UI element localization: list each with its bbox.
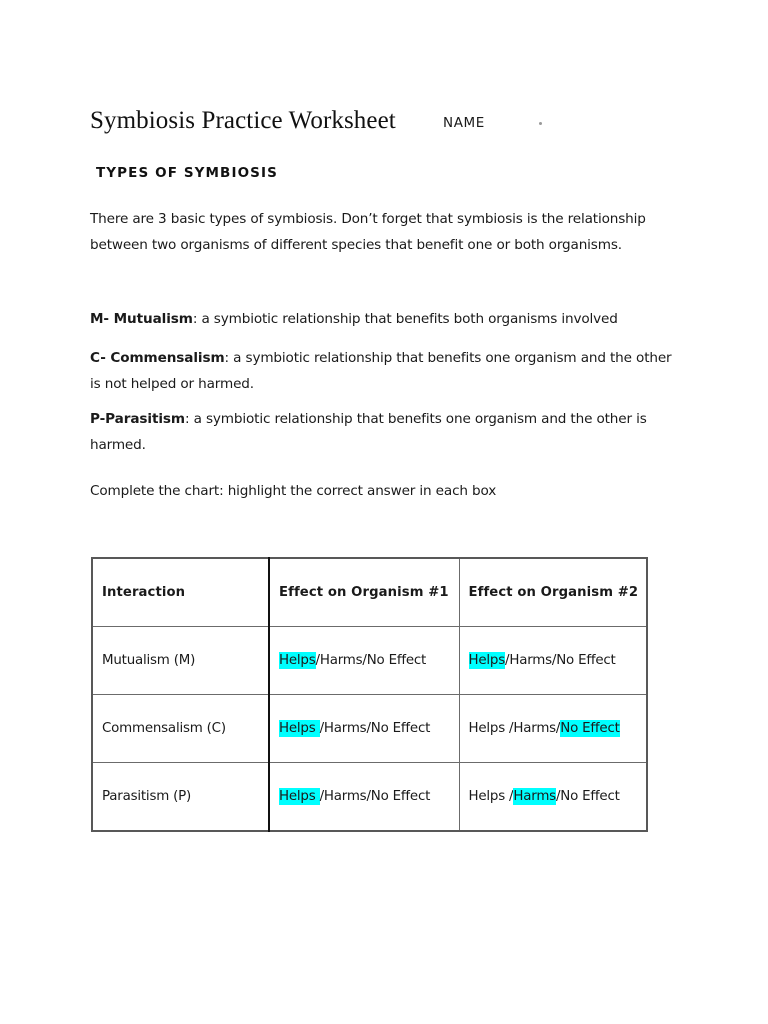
table-header-organism1: Effect on Organism #1 — [269, 558, 459, 627]
stray-mark-icon — [539, 122, 542, 125]
table-header-organism2: Effect on Organism #2 — [459, 558, 647, 627]
highlighted-answer[interactable]: Helps — [279, 653, 316, 668]
cell-organism2-commensalism[interactable] — [459, 695, 647, 763]
answer-pre-text: Helps / — [468, 788, 514, 804]
definition-mutualism — [90, 306, 670, 332]
cell-organism1-commensalism[interactable] — [269, 695, 459, 763]
definition-text-mutualism: a symbiotic relationship that benefits both organisms involved — [201, 311, 618, 327]
table-row — [92, 763, 647, 831]
symbiosis-chart-table — [91, 557, 648, 832]
definition-separator-parasitism: : — [184, 411, 194, 427]
table-row — [92, 627, 647, 695]
answer-post-text: /Harms/No Effect — [315, 653, 427, 668]
document-header — [90, 105, 690, 139]
definition-term-commensalism: C- Commensalism — [90, 350, 225, 366]
highlighted-answer[interactable]: Helps — [279, 721, 320, 736]
answer-pre-text: Helps /Harms/ — [468, 721, 561, 736]
section-heading-types-of-symbiosis: TYPES OF SYMBIOSIS — [96, 165, 278, 181]
definition-parasitism — [90, 406, 690, 458]
cell-organism2-mutualism[interactable] — [459, 627, 647, 695]
intro-paragraph: There are 3 basic types of symbiosis. Don’t forget that symbiosis is the relationship between two organisms of different species that benefit one or both organisms. — [90, 211, 646, 253]
page-title: Symbiosis Practice Worksheet — [90, 107, 396, 134]
table-header-interaction: Interaction — [92, 558, 269, 627]
answer-post-text: /Harms/No Effect — [319, 721, 431, 736]
definition-term-mutualism: M- Mutualism — [90, 311, 193, 327]
definition-separator-mutualism: : — [192, 311, 202, 327]
cell-interaction-mutualism: Mutualism (M) — [92, 627, 269, 695]
answer-post-text: /Harms/No Effect — [505, 653, 616, 668]
definition-separator-commensalism: : — [224, 350, 234, 366]
cell-organism1-parasitism[interactable] — [269, 763, 459, 831]
highlighted-answer[interactable]: No Effect — [560, 721, 620, 736]
cell-organism1-mutualism[interactable] — [269, 627, 459, 695]
cell-organism2-parasitism[interactable] — [459, 763, 647, 831]
definition-commensalism — [90, 345, 682, 397]
highlighted-answer[interactable]: Helps — [468, 653, 506, 668]
table-row — [92, 695, 647, 763]
answer-post-text: /Harms/No Effect — [319, 788, 431, 804]
definition-term-parasitism: P-Parasitism — [90, 411, 185, 427]
highlighted-answer[interactable]: Harms — [513, 788, 556, 804]
answer-post-text: /No Effect — [555, 788, 620, 804]
highlighted-answer[interactable]: Helps — [279, 788, 320, 804]
name-field-label: NAME — [443, 115, 485, 131]
definition-text-parasitism: a symbiotic relationship that benefits one organism and the other is harmed. — [90, 411, 647, 453]
cell-interaction-commensalism: Commensalism (C) — [92, 695, 269, 763]
cell-interaction-parasitism: Parasitism (P) — [92, 763, 269, 831]
definition-text-commensalism: a symbiotic relationship that benefits one organism and the other is not helped or harmed. — [90, 350, 672, 392]
instruction-text: Complete the chart: highlight the correct answer in each box — [90, 483, 497, 499]
table-header-row — [92, 558, 647, 627]
